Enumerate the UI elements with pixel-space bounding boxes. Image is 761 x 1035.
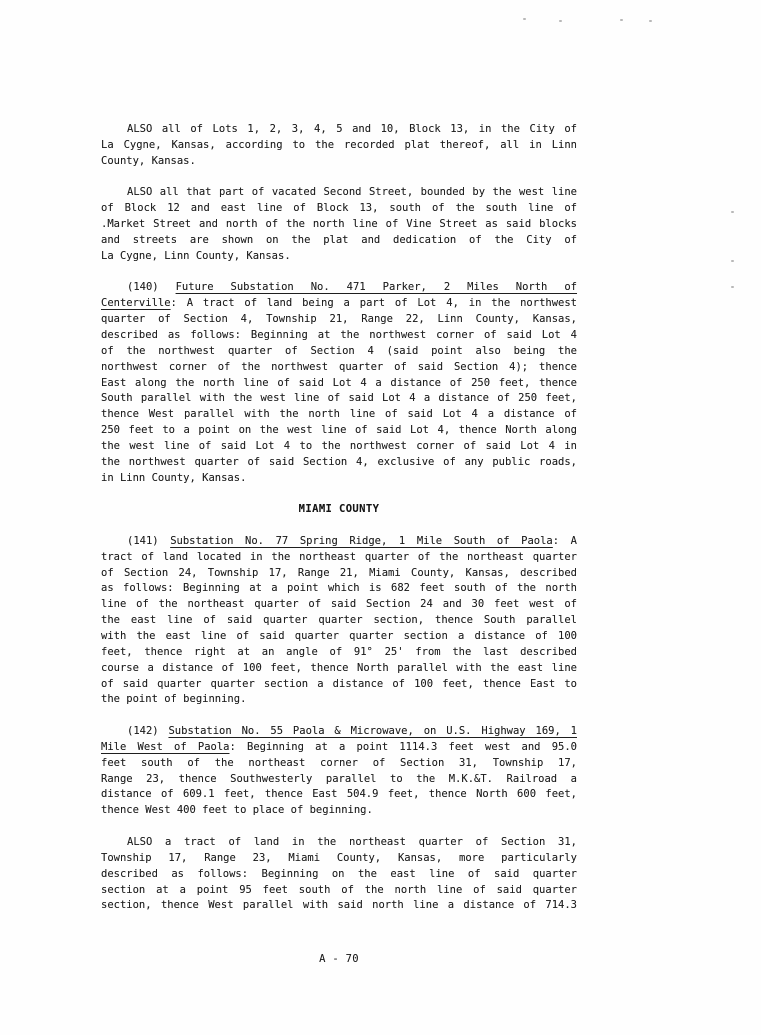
text-line (101, 597, 577, 613)
text-segment: the west line of said Lot 4 to the northwest corner of said Lot 4 in (101, 439, 577, 452)
text-segment: Township 17, Range 23, Miami County, Kansas, more particularly (101, 851, 577, 864)
text-segment: .Market Street and north of the north line of Vine Street as said blocks (101, 218, 577, 231)
underlined-text: Mile West of Paola (101, 740, 230, 753)
text-line (101, 803, 577, 819)
text-line (101, 581, 577, 597)
section-heading: MIAMI COUNTY (298, 503, 380, 516)
scan-speck (731, 286, 734, 288)
text-segment: : A (552, 534, 578, 547)
text-line (101, 312, 577, 328)
scan-speck (523, 18, 526, 20)
text-segment: thence West parallel with the north line of said Lot 4 a distance of (101, 408, 577, 421)
text-segment: : Beginning at a point 1114.3 feet west and 95.0 (229, 740, 577, 753)
scan-speck (731, 260, 734, 262)
text-segment: ALSO all of Lots 1, 2, 3, 4, 5 and 10, Block 13, in the City of (127, 123, 577, 135)
text-line (101, 376, 577, 392)
text-segment: South parallel with the west line of said Lot 4 a distance of 250 feet, (101, 392, 577, 405)
scan-speck (649, 20, 652, 22)
text-line (101, 138, 577, 154)
text-line (101, 328, 577, 344)
text-segment: feet south of the northeast corner of Section 31, Township 17, (101, 756, 577, 769)
text-segment: of Block 12 and east line of Block 13, south of the south line of (101, 202, 577, 215)
text-line (101, 201, 577, 217)
paragraph (101, 724, 577, 819)
text-segment: course a distance of 100 feet, thence North parallel with the east line (101, 661, 577, 674)
text-line (101, 772, 577, 788)
text-line (101, 185, 577, 201)
underlined-text: Substation No. 55 Paola & Microwave, on U.S. Highway 169, 1 (168, 725, 577, 738)
text-segment: of Section 24, Township 17, Range 21, Miami County, Kansas, described (101, 566, 577, 579)
text-segment: described as follows: Beginning on the east line of said quarter (101, 867, 577, 880)
text-segment: County, Kansas. (101, 154, 196, 167)
scan-speck (620, 19, 623, 21)
text-segment: line of the northeast quarter of said Section 24 and 30 feet west of (101, 598, 577, 611)
text-line (101, 645, 577, 661)
text-segment: in Linn County, Kansas. (101, 471, 247, 484)
text-line (101, 787, 577, 803)
text-line (101, 296, 577, 312)
text-line (101, 613, 577, 629)
text-line (101, 344, 577, 360)
scan-speck (559, 20, 562, 22)
text-line (101, 391, 577, 407)
text-segment: (140) (127, 281, 176, 294)
text-segment: with the east line of said quarter quarter section a distance of 100 (101, 630, 577, 642)
text-segment: northwest corner of the northwest quarter of said Section 4); thence (101, 360, 577, 373)
text-line (101, 249, 577, 265)
underlined-text: Substation No. 77 Spring Ridge, 1 Mile South of Paola (170, 534, 553, 547)
text-segment: : A tract of land being a part of Lot 4, in the northwest (170, 297, 577, 310)
text-line (101, 898, 577, 914)
underlined-text: Future Substation No. 471 Parker, 2 Miles North of (175, 281, 578, 294)
text-segment: of said quarter quarter section a distance of 100 feet, thence East to (101, 677, 577, 690)
text-line (101, 423, 577, 439)
text-line (101, 534, 577, 550)
text-segment: section, thence West parallel with said north line a distance of 714.3 (101, 899, 577, 912)
page-number: A - 70 (319, 953, 359, 966)
text-segment: as follows: Beginning at a point which is 682 feet south of the north (101, 582, 577, 595)
paragraph (101, 122, 577, 170)
text-line (101, 280, 577, 296)
text-segment: described as follows: Beginning at the northwest corner of said Lot 4 (101, 328, 577, 341)
text-segment: section at a point 95 feet south of the north line of said quarter (101, 883, 577, 896)
paragraph (101, 185, 577, 264)
text-segment: and streets are shown on the plat and dedication of the City of (101, 233, 577, 246)
scan-speck (731, 211, 734, 213)
text-segment: quarter of Section 4, Township 21, Range 22, Linn County, Kansas, (101, 313, 577, 326)
text-segment: of the northwest quarter of Section 4 (said point also being the (101, 344, 577, 357)
text-line (101, 407, 577, 423)
text-segment: ALSO a tract of land in the northeast quarter of Section 31, (127, 835, 577, 848)
text-line (101, 360, 577, 376)
paragraph (101, 534, 577, 708)
text-line (101, 233, 577, 249)
text-line (101, 122, 577, 138)
text-segment: tract of land located in the northeast quarter of the northeast quarter (101, 550, 577, 563)
text-segment: La Cygne, Kansas, according to the recorded plat thereof, all in Linn (101, 138, 577, 151)
text-line (101, 724, 577, 740)
text-line (101, 154, 577, 170)
text-segment: distance of 609.1 feet, thence East 504.9 feet, thence North 600 feet, (101, 788, 577, 801)
text-segment: (142) (127, 725, 169, 738)
text-segment: ALSO all that part of vacated Second Street, bounded by the west line (127, 186, 577, 199)
text-line (101, 471, 577, 487)
text-segment: feet, thence right at an angle of 91° 25' from the last described (101, 645, 577, 658)
text-line (101, 439, 577, 455)
text-segment: the northwest quarter of said Section 4, exclusive of any public roads, (101, 455, 577, 468)
text-segment: the point of beginning. (101, 693, 247, 706)
text-segment: La Cygne, Linn County, Kansas. (101, 249, 291, 262)
text-line (101, 883, 577, 899)
document-body (101, 122, 577, 968)
text-line (101, 677, 577, 693)
text-line (101, 661, 577, 677)
text-line (101, 692, 577, 708)
text-line (101, 756, 577, 772)
text-segment: the east line of said quarter quarter section, thence South parallel (101, 614, 577, 627)
text-segment: 250 feet to a point on the west line of said Lot 4, thence North along (101, 424, 577, 437)
paragraph (101, 280, 577, 486)
text-segment: thence West 400 feet to place of beginning. (101, 804, 373, 817)
text-segment: East along the north line of said Lot 4 a distance of 250 feet, thence (101, 376, 577, 389)
text-line (101, 851, 577, 867)
text-line (101, 455, 577, 471)
text-segment: Range 23, thence Southwesterly parallel to the M.K.&T. Railroad a (101, 772, 577, 785)
text-line (101, 835, 577, 851)
text-line (101, 217, 577, 233)
text-segment: (141) (127, 534, 171, 547)
paragraph (101, 835, 577, 914)
text-line (101, 550, 577, 566)
text-line (101, 629, 577, 645)
text-line (101, 867, 577, 883)
text-line (101, 740, 577, 756)
underlined-text: Centerville (101, 297, 171, 310)
text-line (101, 566, 577, 582)
